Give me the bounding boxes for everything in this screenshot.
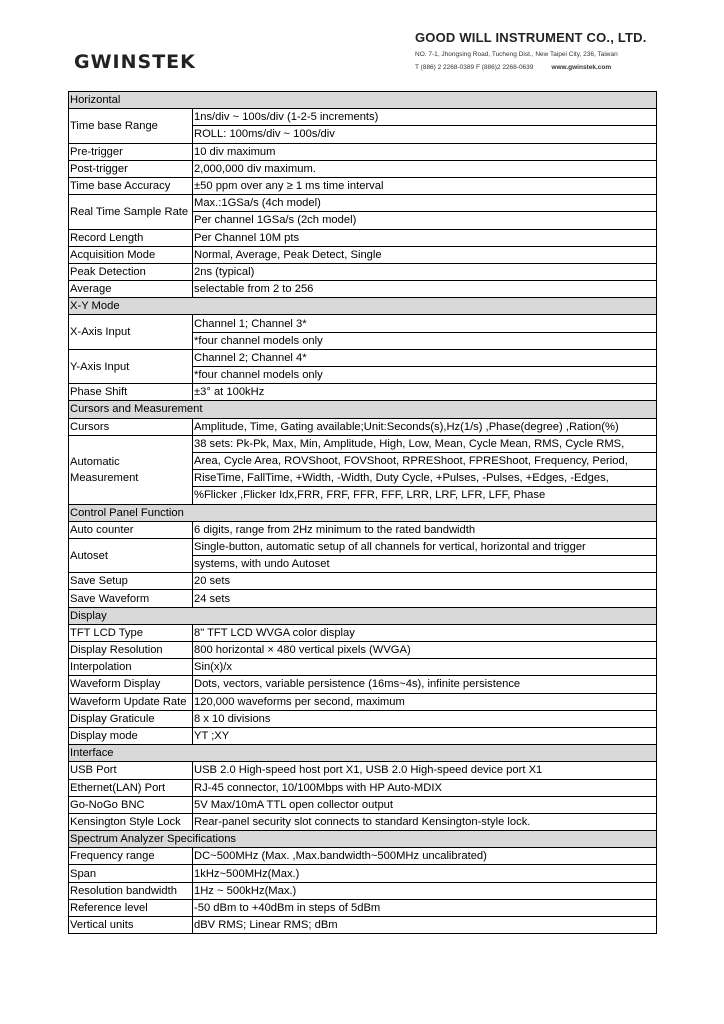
- spec-value: %Flicker ,Flicker Idx,FRR, FRF, FFR, FFF, LRR, LRF, LFR, LFF, Phase: [193, 487, 657, 504]
- spec-row: [69, 177, 657, 194]
- spec-row: [69, 813, 657, 830]
- spec-label-save-waveform: Save Waveform: [69, 590, 193, 607]
- spec-label-ethernet-lan-port: Ethernet(LAN) Port: [69, 779, 193, 796]
- section-header-control-panel-function: [69, 504, 657, 521]
- gwinstek-logo: [74, 52, 196, 72]
- spec-value: 1kHz~500MHz(Max.): [193, 865, 657, 882]
- spec-value: 120,000 waveforms per second, maximum: [193, 693, 657, 710]
- spec-value: 8" TFT LCD WVGA color display: [193, 624, 657, 641]
- spec-row: [69, 573, 657, 590]
- spec-label-y-axis-input: Y-Axis Input: [69, 349, 193, 383]
- spec-label-vertical-units: Vertical units: [69, 917, 193, 934]
- spec-row: [69, 384, 657, 401]
- spec-label-go-nogo-bnc: Go-NoGo BNC: [69, 796, 193, 813]
- spec-value: ±50 ppm over any ≥ 1 ms time interval: [193, 177, 657, 194]
- page-header: [0, 0, 724, 88]
- spec-label-tft-lcd-type: TFT LCD Type: [69, 624, 193, 641]
- spec-value: systems, with undo Autoset: [193, 556, 657, 573]
- spec-label-peak-detection: Peak Detection: [69, 263, 193, 280]
- spec-label-interpolation: Interpolation: [69, 659, 193, 676]
- spec-label-waveform-display: Waveform Display: [69, 676, 193, 693]
- spec-row: [69, 848, 657, 865]
- section-title: Spectrum Analyzer Specifications: [69, 831, 657, 848]
- spec-value: DC~500MHz (Max. ,Max.bandwidth~500MHz uncalibrated): [193, 848, 657, 865]
- company-address: NO. 7-1, Jhongsing Road, Tucheng Dist., New Taipei City, 236, Taiwan: [415, 51, 618, 58]
- spec-row: [69, 590, 657, 607]
- spec-value: Channel 2; Channel 4*: [193, 349, 657, 366]
- spec-label-cursors: Cursors: [69, 418, 193, 435]
- spec-label-post-trigger: Post-trigger: [69, 160, 193, 177]
- spec-row: [69, 796, 657, 813]
- spec-value: 5V Max/10mA TTL open collector output: [193, 796, 657, 813]
- spec-row: [69, 865, 657, 882]
- spec-value: Amplitude, Time, Gating available;Unit:Seconds(s),Hz(1/s) ,Phase(degree) ,Ration(%): [193, 418, 657, 435]
- spec-value: 10 div maximum: [193, 143, 657, 160]
- section-header-x-y-mode: [69, 298, 657, 315]
- spec-label-display-resolution: Display Resolution: [69, 642, 193, 659]
- spec-value: ROLL: 100ms/div ~ 100s/div: [193, 126, 657, 143]
- spec-row: [69, 263, 657, 280]
- company-name: GOOD WILL INSTRUMENT CO., LTD.: [415, 30, 647, 45]
- section-title: Display: [69, 607, 657, 624]
- spec-value: RiseTime, FallTime, +Width, -Width, Duty Cycle, +Pulses, -Pulses, +Edges, -Edges,: [193, 470, 657, 487]
- spec-row: [69, 315, 657, 332]
- spec-label-time-base-accuracy: Time base Accuracy: [69, 177, 193, 194]
- spec-row: [69, 899, 657, 916]
- spec-value: 20 sets: [193, 573, 657, 590]
- spec-value: 24 sets: [193, 590, 657, 607]
- section-title: Control Panel Function: [69, 504, 657, 521]
- spec-value: Per channel 1GSa/s (2ch model): [193, 212, 657, 229]
- spec-value: 1ns/div ~ 100s/div (1-2-5 increments): [193, 109, 657, 126]
- spec-label-waveform-update-rate: Waveform Update Rate: [69, 693, 193, 710]
- section-header-display: [69, 607, 657, 624]
- spec-value: dBV RMS; Linear RMS; dBm: [193, 917, 657, 934]
- spec-row: [69, 109, 657, 126]
- company-info: [415, 30, 655, 71]
- spec-label-real-time-sample-rate: Real Time Sample Rate: [69, 195, 193, 229]
- spec-row: [69, 521, 657, 538]
- spec-value: -50 dBm to +40dBm in steps of 5dBm: [193, 899, 657, 916]
- section-header-interface: [69, 745, 657, 762]
- spec-label-display-graticule: Display Graticule: [69, 710, 193, 727]
- spec-label-display-mode: Display mode: [69, 727, 193, 744]
- spec-row: [69, 693, 657, 710]
- section-title: Cursors and Measurement: [69, 401, 657, 418]
- spec-row: [69, 281, 657, 298]
- section-title: Horizontal: [69, 92, 657, 109]
- spec-value: 8 x 10 divisions: [193, 710, 657, 727]
- spec-row: [69, 642, 657, 659]
- spec-label-resolution-bandwidth: Resolution bandwidth: [69, 882, 193, 899]
- logo-text: GWINSTEK: [74, 51, 196, 73]
- spec-value: YT ;XY: [193, 727, 657, 744]
- spec-row: [69, 779, 657, 796]
- section-title: X-Y Mode: [69, 298, 657, 315]
- spec-label-usb-port: USB Port: [69, 762, 193, 779]
- spec-label-phase-shift: Phase Shift: [69, 384, 193, 401]
- section-header-spectrum-analyzer-specifications: [69, 831, 657, 848]
- spec-row: [69, 160, 657, 177]
- spec-value: Rear-panel security slot connects to standard Kensington-style lock.: [193, 813, 657, 830]
- spec-label-acquisition-mode: Acquisition Mode: [69, 246, 193, 263]
- spec-value: Area, Cycle Area, ROVShoot, FOVShoot, RPREShoot, FPREShoot, Frequency, Period,: [193, 452, 657, 469]
- spec-row: [69, 143, 657, 160]
- spec-value: Per Channel 10M pts: [193, 229, 657, 246]
- spec-row: [69, 659, 657, 676]
- spec-row: [69, 676, 657, 693]
- spec-value: USB 2.0 High-speed host port X1, USB 2.0 High-speed device port X1: [193, 762, 657, 779]
- spec-value: 800 horizontal × 480 vertical pixels (WVGA): [193, 642, 657, 659]
- spec-row: [69, 917, 657, 934]
- spec-value: 1Hz ~ 500kHz(Max.): [193, 882, 657, 899]
- spec-row: [69, 435, 657, 452]
- spec-label-auto-counter: Auto counter: [69, 521, 193, 538]
- spec-value: Max.:1GSa/s (4ch model): [193, 195, 657, 212]
- spec-value: 6 digits, range from 2Hz minimum to the rated bandwidth: [193, 521, 657, 538]
- spec-row: [69, 349, 657, 366]
- spec-label-reference-level: Reference level: [69, 899, 193, 916]
- spec-label-record-length: Record Length: [69, 229, 193, 246]
- spec-label-pre-trigger: Pre-trigger: [69, 143, 193, 160]
- spec-row: [69, 246, 657, 263]
- spec-row: [69, 882, 657, 899]
- spec-row: [69, 762, 657, 779]
- spec-value: Single-button, automatic setup of all channels for vertical, horizontal and trigger: [193, 538, 657, 555]
- spec-label-span: Span: [69, 865, 193, 882]
- spec-label-save-setup: Save Setup: [69, 573, 193, 590]
- phone-fax: T (886) 2 2268-0389 F (886)2 2268-0639: [415, 64, 534, 71]
- spec-value: *four channel models only: [193, 332, 657, 349]
- spec-label-automatic-measurement: Automatic Measurement: [69, 435, 193, 504]
- spec-label-time-base-range: Time base Range: [69, 109, 193, 143]
- spec-row: [69, 710, 657, 727]
- specifications-table: [68, 91, 657, 934]
- spec-value: Sin(x)/x: [193, 659, 657, 676]
- spec-value: 2,000,000 div maximum.: [193, 160, 657, 177]
- spec-row: [69, 418, 657, 435]
- spec-label-average: Average: [69, 281, 193, 298]
- spec-label-autoset: Autoset: [69, 538, 193, 572]
- spec-value: 2ns (typical): [193, 263, 657, 280]
- spec-row: [69, 195, 657, 212]
- website-link[interactable]: www.gwinstek.com: [551, 64, 612, 71]
- spec-value: Channel 1; Channel 3*: [193, 315, 657, 332]
- section-header-horizontal: [69, 92, 657, 109]
- spec-label-x-axis-input: X-Axis Input: [69, 315, 193, 349]
- spec-row: [69, 624, 657, 641]
- spec-label-frequency-range: Frequency range: [69, 848, 193, 865]
- spec-value: Normal, Average, Peak Detect, Single: [193, 246, 657, 263]
- spec-row: [69, 727, 657, 744]
- spec-label-kensington-style-lock: Kensington Style Lock: [69, 813, 193, 830]
- spec-value: Dots, vectors, variable persistence (16ms~4s), infinite persistence: [193, 676, 657, 693]
- spec-value: RJ-45 connector, 10/100Mbps with HP Auto-MDIX: [193, 779, 657, 796]
- section-title: Interface: [69, 745, 657, 762]
- spec-value: selectable from 2 to 256: [193, 281, 657, 298]
- spec-value: ±3° at 100kHz: [193, 384, 657, 401]
- spec-value: 38 sets: Pk-Pk, Max, Min, Amplitude, High, Low, Mean, Cycle Mean, RMS, Cycle RMS,: [193, 435, 657, 452]
- spec-row: [69, 229, 657, 246]
- spec-row: [69, 538, 657, 555]
- spec-value: *four channel models only: [193, 367, 657, 384]
- company-contact: [415, 64, 655, 71]
- section-header-cursors-and-measurement: [69, 401, 657, 418]
